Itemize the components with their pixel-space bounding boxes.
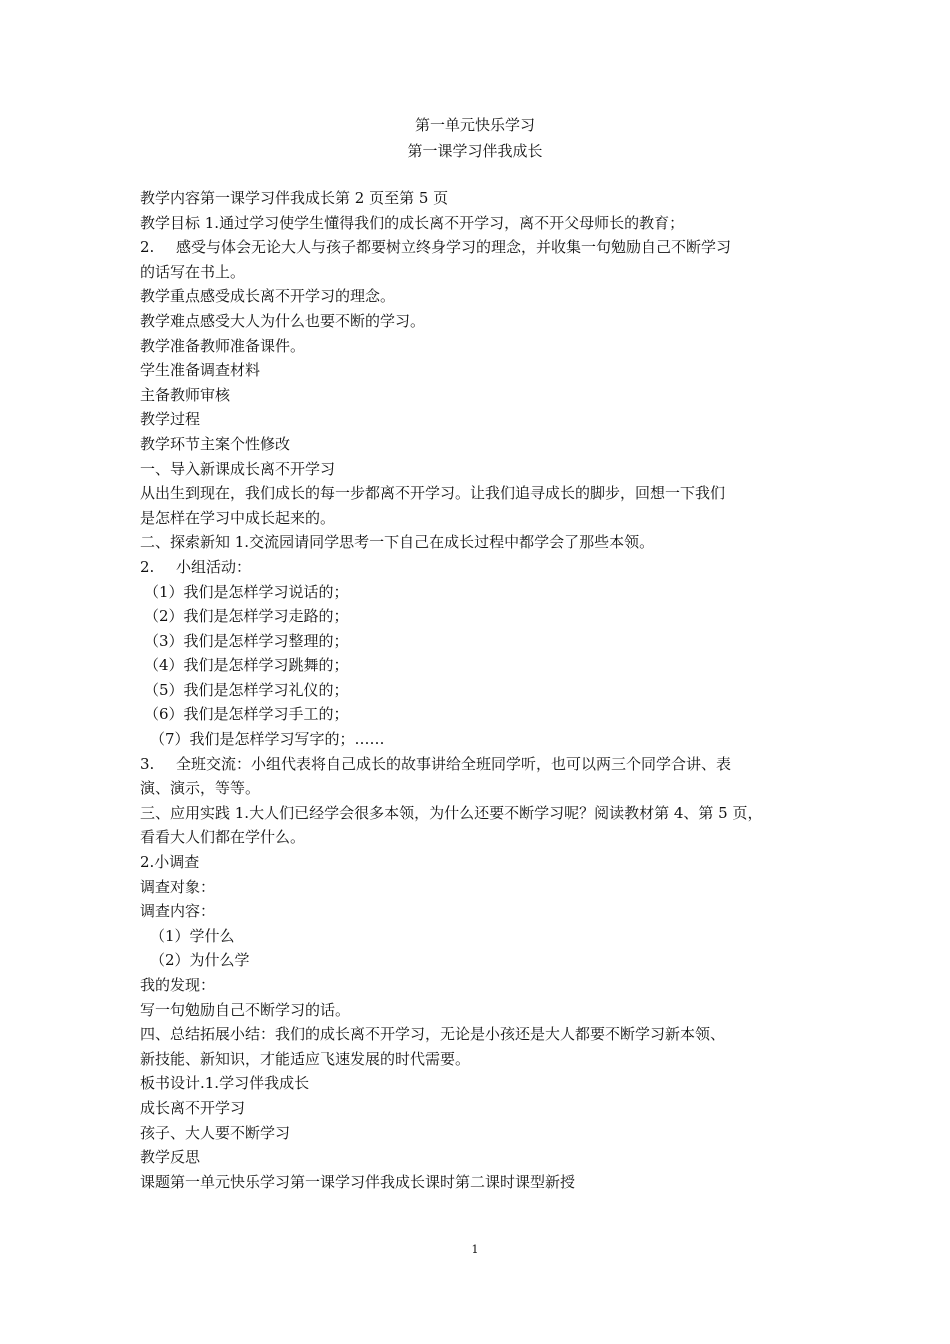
body-line <box>140 604 830 629</box>
line-text: 全班交流：小组代表将自己成长的故事讲给全班同学听，也可以两三个同学合讲、表 <box>176 754 732 773</box>
line-text: 课题第一单元快乐学习第一课学习伴我成长课时第二课时课型新授 <box>140 1172 576 1191</box>
line-text: 教学反思 <box>140 1148 201 1167</box>
body-line <box>140 1170 830 1195</box>
line-text: 的话写在书上。 <box>140 262 246 281</box>
body-line <box>140 186 830 211</box>
body-line <box>140 260 830 285</box>
line-text: 成长离不开学习 <box>140 1098 246 1117</box>
line-text: （3）我们是怎样学习整理的； <box>144 631 349 650</box>
body-line <box>140 1096 830 1121</box>
line-text: 新技能、新知识，才能适应飞速发展的时代需要。 <box>140 1049 471 1068</box>
line-text: （6）我们是怎样学习手工的； <box>144 705 349 724</box>
body-line <box>140 506 830 531</box>
body-line <box>140 1145 830 1170</box>
line-text: （7）我们是怎样学习写字的；…… <box>150 730 385 749</box>
line-text: 小组活动： <box>176 557 252 576</box>
line-text: 教学环节主案个性修改 <box>140 434 291 453</box>
line-text: 二、探索新知 1.交流园请同学思考一下自己在成长过程中都学会了那些本领。 <box>140 533 655 552</box>
line-text: 从出生到现在，我们成长的每一步都离不开学习。让我们追寻成长的脚步，回想一下我们 <box>140 484 726 503</box>
list-number: 2. <box>140 238 155 257</box>
body-line <box>140 407 830 432</box>
line-text: 调查内容： <box>140 902 216 921</box>
line-text: 演、演示，等等。 <box>140 779 261 798</box>
line-text: 学生准备调查材料 <box>140 361 261 380</box>
body-line <box>140 334 830 359</box>
line-text: （2）为什么学 <box>150 951 250 970</box>
line-text: 教学内容第一课学习伴我成长第 2 页至第 5 页 <box>140 189 449 207</box>
list-number: 2. <box>140 557 155 576</box>
body-line <box>140 924 830 949</box>
body-line <box>140 899 830 924</box>
body-line <box>140 973 830 998</box>
line-text: （1）学什么 <box>150 926 235 945</box>
body-line <box>140 309 830 334</box>
body-line <box>140 481 830 506</box>
body-line <box>140 752 830 777</box>
line-text: 教学重点感受成长离不开学习的理念。 <box>140 287 396 306</box>
body-line <box>140 530 830 555</box>
body-line <box>140 457 830 482</box>
body-line <box>140 358 830 383</box>
body-line <box>140 825 830 850</box>
body-line <box>140 653 830 678</box>
body-line <box>140 776 830 801</box>
line-text: 教学过程 <box>140 410 201 429</box>
line-text: 2.小调查 <box>140 853 200 872</box>
body-line <box>140 727 830 752</box>
line-text: 调查对象： <box>140 877 216 896</box>
body-line <box>140 555 830 580</box>
body-line <box>140 1047 830 1072</box>
document-subtitle: 第一课学习伴我成长 <box>407 142 543 160</box>
body-line <box>140 850 830 875</box>
line-text: （4）我们是怎样学习跳舞的； <box>144 656 349 675</box>
line-text: 写一句勉励自己不断学习的话。 <box>140 1000 351 1019</box>
body-line <box>140 948 830 973</box>
body-line <box>140 235 830 260</box>
line-text: 感受与体会无论大人与孩子都要树立终身学习的理念，并收集一句勉励自己不断学习 <box>176 238 732 257</box>
line-text: 我的发现： <box>140 976 216 994</box>
body-line <box>140 801 830 826</box>
line-text: （2）我们是怎样学习走路的； <box>144 607 349 626</box>
line-text: 主备教师审核 <box>140 385 231 404</box>
title-block <box>0 112 950 164</box>
line-text: 是怎样在学习中成长起来的。 <box>140 508 336 527</box>
body-line <box>140 432 830 457</box>
line-text: 三、应用实践 1.大人们已经学会很多本领，为什么还要不断学习呢？阅读教材第 4、第 5 页， <box>140 803 763 822</box>
line-text: 一、导入新课成长离不开学习 <box>140 459 336 478</box>
body-line <box>140 998 830 1023</box>
page-number: 1 <box>471 1243 479 1256</box>
line-text: 板书设计.1.学习伴我成长 <box>140 1074 310 1093</box>
line-text: 孩子、大人要不断学习 <box>140 1123 291 1142</box>
line-text: 四、总结拓展小结：我们的成长离不开学习，无论是小孩还是大人都要不断学习新本领、 <box>140 1025 726 1044</box>
body-line <box>140 678 830 703</box>
body-line <box>140 383 830 408</box>
line-text: 教学目标 1.通过学习使学生懂得我们的成长离不开学习，离不开父母师长的教育； <box>140 213 685 232</box>
body-line <box>140 1121 830 1146</box>
body-line <box>140 702 830 727</box>
body-line <box>140 211 830 236</box>
body-line <box>140 580 830 605</box>
body-line <box>140 629 830 654</box>
body-line <box>140 875 830 900</box>
list-number: 3. <box>140 754 155 773</box>
line-text: 教学准备教师准备课件。 <box>140 336 306 355</box>
line-text: 看看大人们都在学什么。 <box>140 828 306 847</box>
body-line <box>140 1071 830 1096</box>
document-title: 第一单元快乐学习 <box>414 116 535 134</box>
document-body <box>140 186 830 1194</box>
body-line <box>140 284 830 309</box>
line-text: （1）我们是怎样学习说话的； <box>144 582 349 601</box>
body-line <box>140 1022 830 1047</box>
line-text: 教学难点感受大人为什么也要不断的学习。 <box>140 311 426 330</box>
line-text: （5）我们是怎样学习礼仪的； <box>144 680 349 699</box>
